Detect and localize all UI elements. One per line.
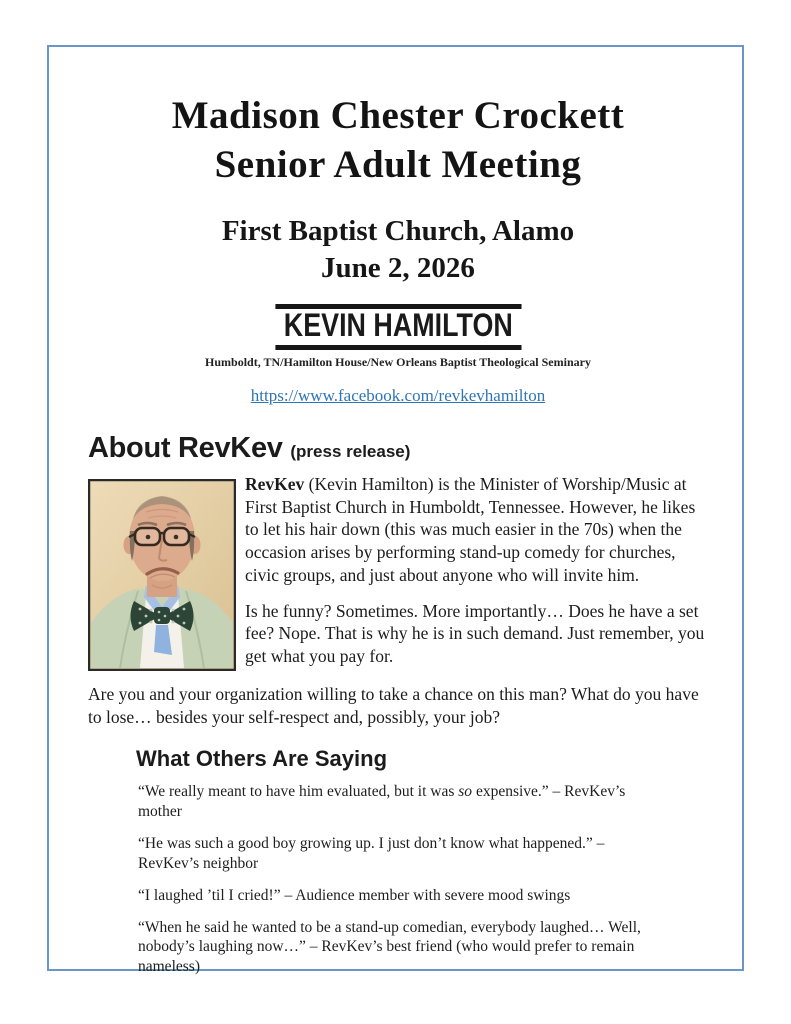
revkev-bold-lead: RevKev xyxy=(245,473,305,494)
press-release-note: (press release) xyxy=(290,441,411,461)
testimonials-list xyxy=(138,782,648,977)
about-heading-text: About RevKev xyxy=(88,431,283,464)
document-page xyxy=(47,45,744,976)
about-paragraph-1: RevKev (Kevin Hamilton) is the Minister of Worship/Music at First Baptist Church in Humboldt, Tennessee. However, he likes to let his hair down (this was much easier in the 70s) when the occasion arises by performing stand-up comedy for churches, civic groups, and just about anyone who will invite him. xyxy=(245,473,696,585)
testimonials-heading: What Others Are Saying xyxy=(136,746,388,772)
revkev-portrait-photo xyxy=(88,479,236,671)
about-section xyxy=(88,473,708,681)
speaker-credentials: Humboldt, TN/Hamilton House/New Orleans Baptist Theological Seminary xyxy=(205,354,591,369)
speaker-banner xyxy=(275,304,521,350)
about-paragraph-3: Are you and your organization willing to take a chance on this man? What do you have to lose… besides your self-respect and, possibly, your job? xyxy=(88,683,699,727)
revkev-portrait-illustration xyxy=(88,479,236,671)
testimonial-quote: “He was such a good boy growing up. I just don’t know what happened.” – RevKev’s neighbor xyxy=(138,835,605,872)
venue-block xyxy=(88,213,708,286)
facebook-link[interactable]: https://www.facebook.com/revkevhamilton xyxy=(250,385,546,405)
event-title-line1: Madison Chester Crockett xyxy=(171,94,625,137)
event-title xyxy=(88,91,708,189)
testimonial-quote: “We really meant to have him evaluated, but it was so expensive.” – RevKev’s mother xyxy=(138,783,626,821)
about-heading xyxy=(88,432,708,465)
testimonial-quote: “I laughed ’til I cried!” – Audience member with severe mood swings xyxy=(138,886,571,904)
venue-line: First Baptist Church, Alamo xyxy=(221,215,575,248)
flyer-header xyxy=(88,91,708,406)
testimonial-quote: “When he said he wanted to be a stand-up comedian, everybody laughed… Well, nobody’s laughing now…” – RevKev’s best friend (who would prefer to remain nameless) xyxy=(138,918,641,976)
link-row xyxy=(88,386,708,406)
about-paragraph-2: Is he funny? Sometimes. More importantly… Does he have a set fee? Nope. That is why he is in such demand. Just remember, you get what you pay for. xyxy=(245,600,705,667)
date-line: June 2, 2026 xyxy=(321,251,475,284)
about-text-column xyxy=(245,473,708,681)
speaker-name: KEVIN HAMILTON xyxy=(283,307,513,344)
event-title-line2: Senior Adult Meeting xyxy=(214,143,582,187)
speaker-banner-wrap xyxy=(88,304,708,350)
